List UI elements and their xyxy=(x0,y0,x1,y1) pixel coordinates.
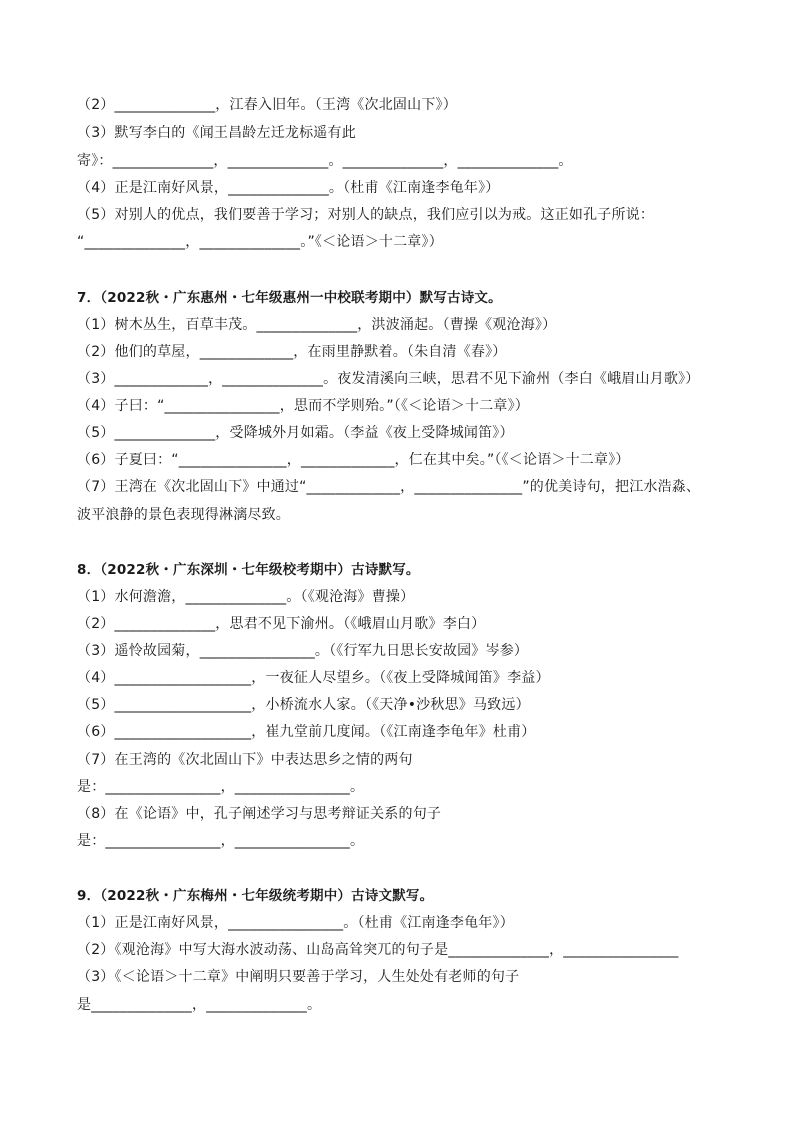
question-8-3: （3）遥怜故园菊，________________。（《行军九日思长安故园》岑参） xyxy=(77,643,529,659)
question-8-4: （4）___________________，一夜征人尽望乡。（《夜上受降城闻笛》李益） xyxy=(77,670,550,686)
question-9-heading: 9．（2022秋・广东梅州・七年级统考期中）古诗文默写。 xyxy=(77,888,434,904)
question-8-2: （2）______________，思君不见下渝州。（《峨眉山月歌》李白） xyxy=(77,616,486,632)
question-7-2: （2）他们的草屋，_____________，在雨里静默着。（朱自清《春》） xyxy=(77,344,507,360)
question-6-2: （2）______________，江春入旧年。（王湾《次北固山下》） xyxy=(77,97,457,113)
question-7-5: （5）______________，受降城外月如霜。（李益《夜上受降城闻笛》） xyxy=(77,425,514,441)
question-6-3-blanks: 寄》：______________，______________。______________，______________。 xyxy=(77,153,573,169)
question-7-1: （1）树木丛生，百草丰茂。______________，洪波涌起。（曹操《观沧海》） xyxy=(77,317,557,333)
question-6-3: （3）默写李白的《闻王昌龄左迁龙标遥有此 xyxy=(77,125,356,141)
question-8-8: （8）在《论语》中，孔子阐述学习与思考辩证关系的句子 xyxy=(77,806,442,822)
question-8-8-blanks: 是：________________，________________。 xyxy=(77,833,365,849)
question-6-4: （4）正是江南好风景，______________。（杜甫《江南逢李龟年》） xyxy=(77,180,500,196)
question-8-7-blanks: 是：________________，________________。 xyxy=(77,779,365,795)
question-7-4: （4）子曰：“________________，思而不学则殆。”（《＜论语＞十二章》） xyxy=(77,398,530,414)
question-8-7: （7）在王湾的《次北固山下》中表达思乡之情的两句 xyxy=(77,752,413,768)
question-8-heading: 8．（2022秋・广东深圳・七年级校考期中）古诗默写。 xyxy=(77,562,420,578)
question-6-5: （5）对别人的优点，我们要善于学习；对别人的缺点，我们应引以为戒。这正如孔子所说： xyxy=(77,207,655,223)
question-9-2: （2）《观沧海》中写大海水波动荡、山岛高耸突兀的句子是______________，________________ xyxy=(77,942,679,958)
question-8-5: （5）___________________，小桥流水人家。（《天净•沙秋思》马致远） xyxy=(77,697,530,713)
question-7-7-cont: 波平浪静的景色表现得淋漓尽致。 xyxy=(77,507,290,523)
question-7-heading: 7．（2022秋・广东惠州・七年级惠州一中校联考期中）默写古诗文。 xyxy=(77,290,502,306)
question-8-6: （6）___________________，崔九堂前几度闻。（《江南逢李龟年》杜甫） xyxy=(77,724,536,740)
question-9-3: （3）《＜论语＞十二章》中阐明只要善于学习，人生处处有老师的句子 xyxy=(77,969,520,985)
question-9-1: （1）正是江南好风景，________________。（杜甫《江南逢李龟年》） xyxy=(77,915,514,931)
question-6-5-blanks: “______________，______________。”《＜论语＞十二章》） xyxy=(77,234,443,250)
question-7-7: （7）王湾在《次北固山下》中通过“_____________，_______________”的优美诗句，把江水浩淼、 xyxy=(77,479,701,495)
question-7-6: （6）子夏曰：“_______________，_____________，仁在其中矣。”（《＜论语＞十二章》） xyxy=(77,452,630,468)
question-9-3-blanks: 是______________，______________。 xyxy=(77,997,322,1013)
question-7-3: （3）_____________，______________。夜发清溪向三峡，思君不见下渝州（李白《峨眉山月歌》） xyxy=(77,371,700,387)
question-8-1: （1）水何澹澹，______________。（《观沧海》曹操） xyxy=(77,589,415,605)
